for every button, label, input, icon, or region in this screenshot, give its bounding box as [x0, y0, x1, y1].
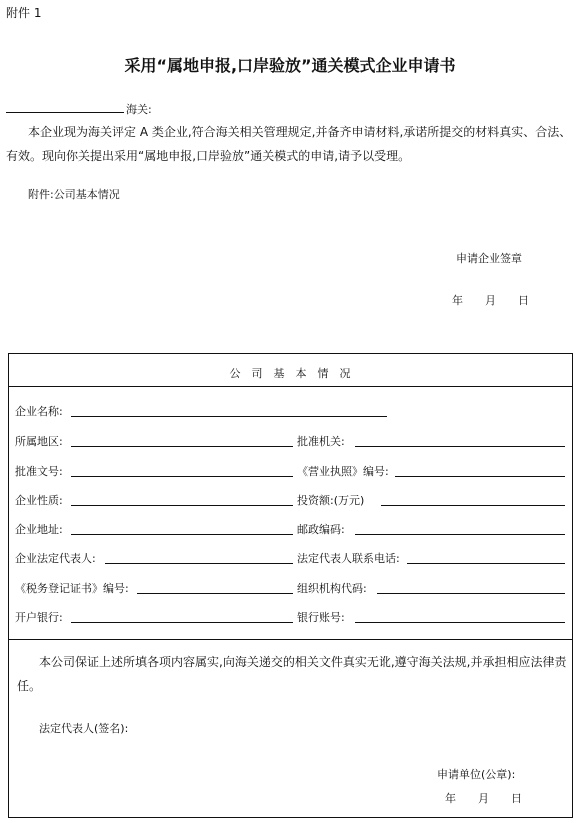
- attachment-note: 附件:公司基本情况: [28, 188, 120, 201]
- approval-authority-label: 批准机关:: [297, 435, 345, 448]
- enterprise-type-label: 企业性质:: [15, 494, 63, 507]
- form-header: 公 司 基 本 情 况: [229, 367, 351, 380]
- bank-account-field[interactable]: [355, 622, 565, 623]
- postal-code-field[interactable]: [355, 534, 565, 535]
- addressee-blank[interactable]: [6, 112, 124, 113]
- tax-cert-field[interactable]: [137, 593, 293, 594]
- applicant-seal-label: 申请单位(公章):: [437, 768, 516, 781]
- approval-number-label: 批准文号:: [15, 465, 63, 478]
- investment-label: 投资额:(万元): [297, 494, 365, 507]
- org-code-field[interactable]: [377, 593, 565, 594]
- region-field[interactable]: [71, 446, 293, 447]
- page-title: 采用“属地申报,口岸验放”通关模式企业申请书: [124, 56, 456, 75]
- legal-rep-label: 企业法定代表人:: [15, 552, 96, 565]
- bank-label: 开户银行:: [15, 611, 63, 624]
- company-name-label: 企业名称:: [15, 405, 63, 418]
- postal-code-label: 邮政编码:: [297, 523, 345, 536]
- legal-rep-phone-field[interactable]: [407, 563, 565, 564]
- address-label: 企业地址:: [15, 523, 63, 536]
- guarantee-text: 本公司保证上述所填各项内容属实,向海关递交的相关文件真实无讹,遵守海关法规,并承担相应法律责任。: [17, 655, 567, 693]
- tax-cert-label: 《税务登记证书》编号:: [15, 582, 129, 595]
- bank-field[interactable]: [71, 622, 293, 623]
- bank-account-label: 银行账号:: [297, 611, 345, 624]
- business-license-field[interactable]: [395, 476, 565, 477]
- org-code-label: 组织机构代码:: [297, 582, 367, 595]
- enterprise-type-field[interactable]: [71, 505, 293, 506]
- company-name-field[interactable]: [71, 416, 387, 417]
- business-license-label: 《营业执照》编号:: [297, 465, 389, 478]
- attachment-label: 附件 1: [6, 6, 42, 20]
- approval-authority-field[interactable]: [355, 446, 565, 447]
- legal-rep-field[interactable]: [105, 563, 293, 564]
- region-label: 所属地区:: [15, 435, 63, 448]
- header-divider: [9, 386, 572, 387]
- signature-label: 申请企业签章: [456, 252, 522, 265]
- legal-rep-sign-label: 法定代表人(签名):: [39, 722, 129, 735]
- legal-rep-phone-label: 法定代表人联系电话:: [297, 552, 400, 565]
- addressee-suffix: 海关:: [126, 103, 152, 116]
- letter-body: 本企业现为海关评定 A 类企业,符合海关相关管理规定,并备齐申请材料,承诺所提交的材料真实、合法、有效。现向你关提出采用“属地申报,口岸验放”通关模式的申请,请予以受理。: [6, 125, 572, 163]
- approval-number-field[interactable]: [71, 476, 293, 477]
- investment-field[interactable]: [381, 505, 565, 506]
- form-date: 年 月 日: [445, 792, 522, 805]
- letter-date: 年 月 日: [452, 294, 529, 307]
- address-field[interactable]: [71, 534, 293, 535]
- fields-divider: [9, 639, 572, 640]
- company-info-form: [8, 353, 573, 818]
